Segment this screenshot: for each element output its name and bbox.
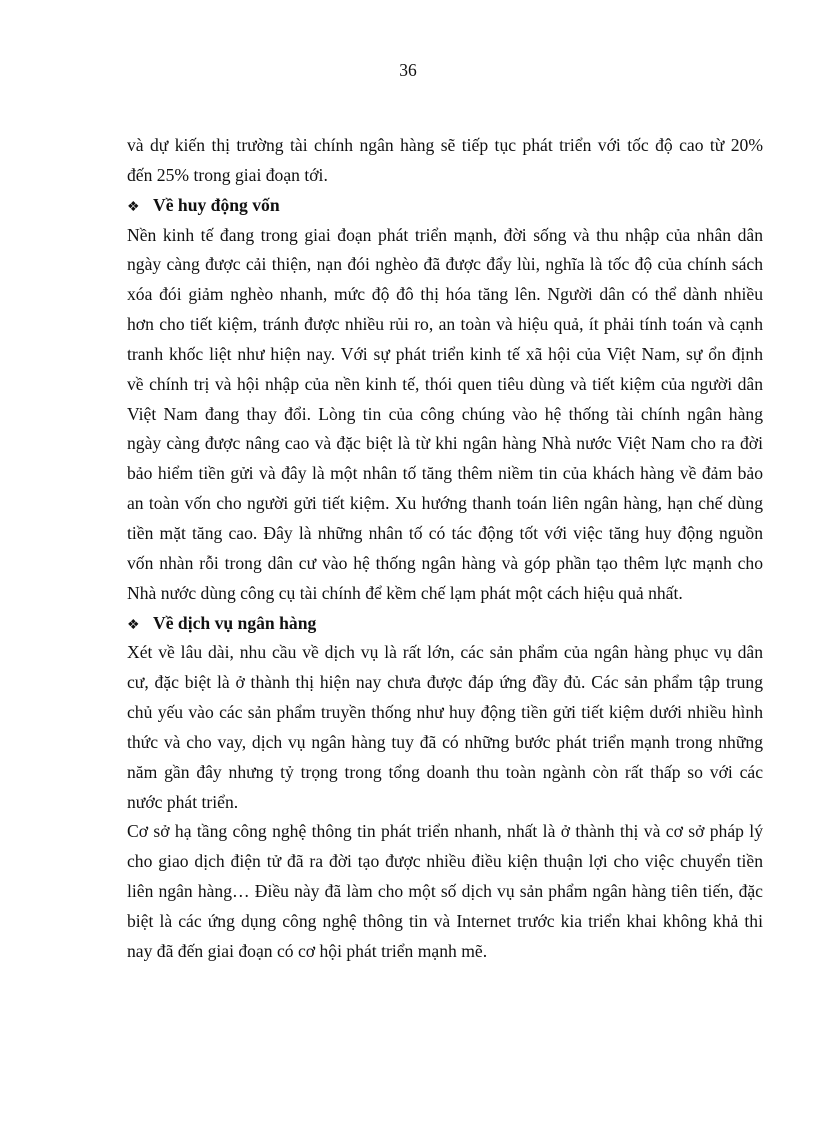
text-line: xóa đói giảm nghèo nhanh, mức độ đô thị hóa tăng lên. Người dân có thể dành nhiều: [127, 284, 763, 305]
text-line: Nền kinh tế đang trong giai đoạn phát triển mạnh, đời sống và thu nhập của nhân dân: [127, 224, 763, 245]
text-line: liên ngân hàng… Điều này đã làm cho một số dịch vụ sản phẩm ngân hàng tiên tiến, đặc: [127, 881, 763, 902]
intro-paragraph: [127, 131, 763, 191]
text-line: nay đã đến giai đoạn có cơ hội phát triển mạnh mẽ.: [127, 940, 488, 961]
text-line: và dự kiến thị trường tài chính ngân hàng sẽ tiếp tục phát triển với tốc độ cao từ 20%: [127, 135, 763, 155]
text-line: ngày càng được nâng cao và đặc biệt là từ khi ngân hàng Nhà nước Việt Nam cho ra đời: [127, 433, 763, 454]
paragraph: [127, 817, 763, 966]
text-line: Việt Nam đang thay đổi. Lòng tin của công chúng vào hệ thống tài chính ngân hàng: [127, 403, 763, 424]
text-line: Nhà nước dùng công cụ tài chính để kềm chế lạm phát một cách hiệu quả nhất.: [127, 582, 683, 603]
text-line: đến 25% trong giai đoạn tới.: [127, 164, 328, 185]
diamond-bullet-icon: ❖: [127, 199, 140, 215]
text-line: Xét về lâu dài, nhu cầu về dịch vụ là rất lớn, các sản phẩm của ngân hàng phục vụ dân: [127, 642, 763, 663]
section-heading-text: Về dịch vụ ngân hàng: [153, 612, 317, 633]
text-line: tiền mặt tăng cao. Đây là những nhân tố có tác động tốt với việc tăng huy động nguồn: [127, 522, 763, 543]
text-line: hơn cho tiết kiệm, tránh được nhiều rủi ro, an toàn và hiệu quả, ít phải tính toán và cạnh: [127, 314, 763, 335]
text-line: năm gần đây nhưng tỷ trọng trong tổng doanh thu toàn ngành còn rất thấp so với các: [127, 761, 763, 782]
text-line: chủ yếu vào các sản phẩm truyền thống như huy động tiền gửi tiết kiệm dưới nhiều hình: [127, 702, 763, 723]
text-line: vốn nhàn rỗi trong dân cư vào hệ thống ngân hàng và góp phần tạo thêm lực mạnh cho: [127, 552, 763, 573]
text-line: nước phát triển.: [127, 791, 239, 812]
paragraph: [127, 221, 763, 609]
page-number: 36: [399, 60, 417, 80]
section-heading: [127, 191, 763, 221]
text-line: cư, đặc biệt là ở thành thị hiện nay chưa được đáp ứng đầy đủ. Các sản phẩm tập trung: [127, 672, 763, 693]
text-line: bảo hiểm tiền gửi và đây là một nhân tố tăng thêm niềm tin của khách hàng về đảm bảo: [127, 463, 763, 484]
text-line: Cơ sở hạ tầng công nghệ thông tin phát triển nhanh, nhất là ở thành thị và cơ sở pháp lý: [127, 821, 763, 842]
document-body: [127, 131, 763, 967]
text-line: cho giao dịch điện tử đã ra đời tạo được nhiều điều kiện thuận lợi cho việc chuyển tiền: [127, 851, 763, 872]
text-line: ngày càng được cải thiện, nạn đói nghèo đã được đẩy lùi, nghĩa là tốc độ của chính sách: [127, 254, 763, 275]
text-line: về chính trị và hội nhập của nền kinh tế, thói quen tiêu dùng và tiết kiệm của người dân: [127, 373, 763, 394]
text-line: thức và cho vay, dịch vụ ngân hàng tuy đã có những bước phát triển mạnh trong những: [127, 731, 763, 752]
diamond-bullet-icon: ❖: [127, 617, 140, 633]
text-line: biệt là các ứng dụng công nghệ thông tin và Internet trước kia triển khai không khả thi: [127, 910, 763, 931]
text-line: tranh khốc liệt như hiện nay. Với sự phát triển kinh tế xã hội của Việt Nam, sự ổn định: [127, 343, 763, 364]
paragraph: [127, 638, 763, 817]
text-line: an toàn vốn cho người gửi tiết kiệm. Xu hướng thanh toán liên ngân hàng, hạn chế dùng: [127, 493, 763, 514]
section-heading: [127, 609, 763, 639]
section-heading-text: Về huy động vốn: [153, 194, 280, 215]
